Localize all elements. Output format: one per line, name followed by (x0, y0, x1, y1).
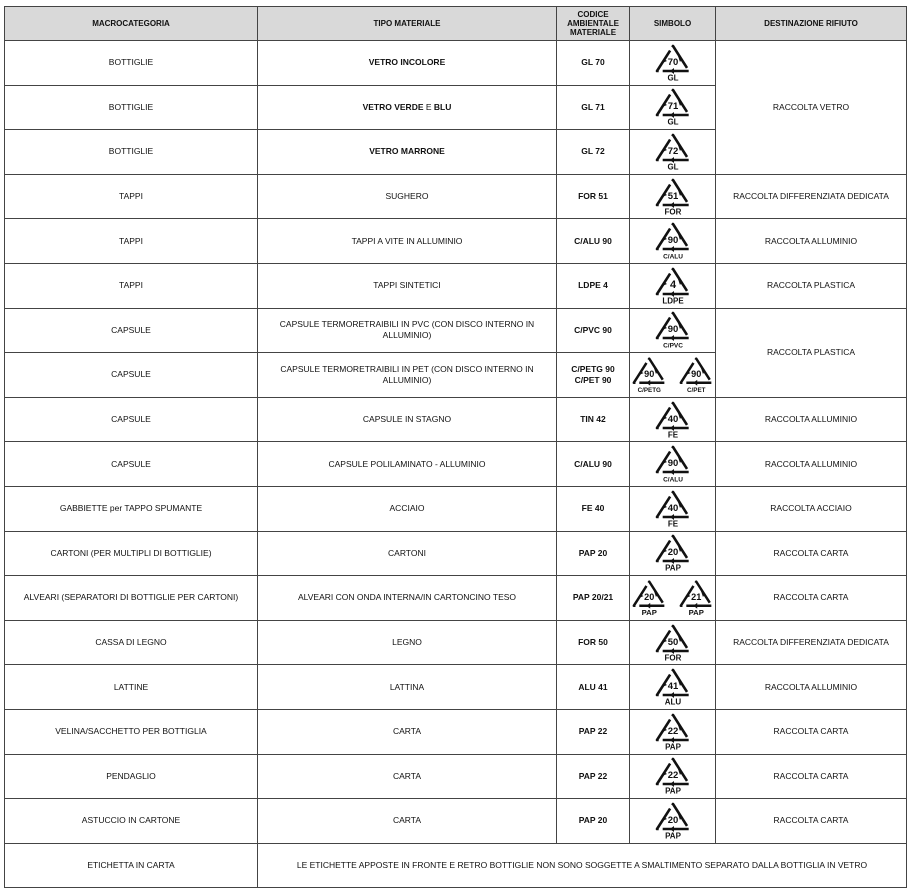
symbol-group (630, 398, 715, 442)
recycling-symbol-icon (677, 355, 716, 395)
macrocategoria-cell: CAPSULE (5, 353, 258, 398)
symbol-label: FOR (664, 207, 681, 217)
symbol-number: 4 (669, 278, 676, 291)
simbolo-cell (630, 486, 716, 531)
destinazione-cell: RACCOLTA PLASTICA (716, 263, 907, 308)
codice-cell: C/PVC 90 (557, 308, 630, 353)
destinazione-cell: RACCOLTA DIFFERENZIATA DEDICATA (716, 174, 907, 219)
recycling-symbol-icon (630, 578, 669, 618)
codice-cell: FE 40 (557, 486, 630, 531)
tipo-materiale-cell: ALVEARI CON ONDA INTERNA/IN CARTONCINO TESO (258, 576, 557, 621)
symbol-number: 90 (667, 458, 678, 470)
recycling-symbol-icon (653, 489, 693, 529)
symbol-group (630, 86, 715, 130)
header-codice: CODICE AMBIENTALE MATERIALE (557, 7, 630, 41)
symbol-number: 50 (667, 636, 678, 648)
symbol-label: FOR (664, 653, 681, 663)
table-row (5, 843, 907, 888)
simbolo-cell (630, 41, 716, 86)
codice-cell: FOR 51 (557, 174, 630, 219)
table-row (5, 576, 907, 621)
symbol-label: FE (667, 519, 678, 529)
symbol-group (630, 799, 715, 843)
simbolo-cell (630, 442, 716, 487)
macrocategoria-cell: CAPSULE (5, 308, 258, 353)
tipo-materiale-cell: CARTA (258, 754, 557, 799)
symbol-number: 21 (690, 591, 701, 602)
symbol-label: PAP (664, 742, 681, 752)
simbolo-cell (630, 799, 716, 844)
recycling-symbol-icon (653, 310, 693, 350)
symbol-number: 20 (667, 814, 678, 826)
symbol-number: 22 (667, 770, 678, 782)
table-row (5, 665, 907, 710)
macrocategoria-cell: PENDAGLIO (5, 754, 258, 799)
macrocategoria-cell: BOTTIGLIE (5, 130, 258, 175)
destinazione-cell: RACCOLTA ALLUMINIO (716, 442, 907, 487)
symbol-group (630, 309, 715, 353)
symbol-group (630, 755, 715, 799)
simbolo-cell (630, 130, 716, 175)
codice-cell: ALU 41 (557, 665, 630, 710)
simbolo-cell (630, 397, 716, 442)
tipo-materiale-cell: CARTA (258, 709, 557, 754)
table-row (5, 308, 907, 353)
header-tipo-materiale: TIPO MATERIALE (258, 7, 557, 41)
symbol-group (630, 219, 715, 263)
destinazione-cell: RACCOLTA ALLUMINIO (716, 219, 907, 264)
table-row (5, 41, 907, 86)
recycling-symbol-icon (653, 801, 693, 841)
symbol-group (630, 576, 715, 620)
macrocategoria-cell: BOTTIGLIE (5, 85, 258, 130)
symbol-label: PAP (664, 831, 681, 841)
destinazione-cell: RACCOLTA PLASTICA (716, 308, 907, 397)
symbol-label: PAP (664, 786, 681, 796)
symbol-label: FE (667, 430, 678, 440)
tipo-materiale-cell: LATTINA (258, 665, 557, 710)
recycling-symbol-icon (653, 87, 693, 127)
macrocategoria-cell: VELINA/SACCHETTO PER BOTTIGLIA (5, 709, 258, 754)
macrocategoria-cell: CASSA DI LEGNO (5, 620, 258, 665)
symbol-label: GL (666, 117, 679, 127)
table-row (5, 709, 907, 754)
symbol-label: PAP (664, 563, 681, 573)
macrocategoria-cell: CARTONI (PER MULTIPLI DI BOTTIGLIE) (5, 531, 258, 576)
codice-line: C/PET 90 (574, 374, 612, 385)
symbol-number: 41 (667, 681, 678, 693)
header-destinazione: DESTINAZIONE RIFIUTO (716, 7, 907, 41)
macrocategoria-cell: ETICHETTA IN CARTA (5, 843, 258, 888)
symbol-group (630, 41, 715, 85)
table-row (5, 531, 907, 576)
symbol-group (630, 130, 715, 174)
macrocategoria-cell: CAPSULE (5, 442, 258, 487)
tipo-materiale-cell: CAPSULE POLILAMINATO - ALLUMINIO (258, 442, 557, 487)
symbol-group (630, 621, 715, 665)
symbol-label: GL (666, 73, 679, 83)
simbolo-cell (630, 263, 716, 308)
tipo-part: BLU (433, 101, 452, 112)
symbol-number: 20 (667, 547, 678, 559)
recycling-symbol-icon (653, 400, 693, 440)
recycling-symbol-icon (630, 355, 669, 395)
simbolo-cell (630, 219, 716, 264)
codice-cell (557, 353, 630, 398)
symbol-group (630, 175, 715, 219)
destinazione-cell: RACCOLTA ALLUMINIO (716, 665, 907, 710)
symbol-group (630, 353, 715, 397)
symbol-label: C/ALU (662, 253, 683, 261)
tipo-materiale-cell: LEGNO (258, 620, 557, 665)
symbol-label: LDPE (661, 296, 684, 306)
tipo-materiale-cell: CAPSULE TERMORETRAIBILI IN PVC (CON DISCO INTERNO IN ALLUMINIO) (258, 308, 557, 353)
symbol-number: 22 (667, 725, 678, 737)
arrow-head-icon (670, 469, 674, 475)
symbol-group (630, 532, 715, 576)
recycling-symbol-icon (653, 533, 693, 573)
symbol-group (630, 710, 715, 754)
tipo-materiale-cell: ACCIAIO (258, 486, 557, 531)
table-row (5, 799, 907, 844)
macrocategoria-cell: LATTINE (5, 665, 258, 710)
macrocategoria-cell: GABBIETTE per TAPPO SPUMANTE (5, 486, 258, 531)
macrocategoria-cell: BOTTIGLIE (5, 41, 258, 86)
recycling-symbol-icon (653, 266, 693, 306)
codice-cell: PAP 22 (557, 754, 630, 799)
table-row (5, 263, 907, 308)
tipo-materiale-cell: TAPPI SINTETICI (258, 263, 557, 308)
destinazione-cell: RACCOLTA VETRO (716, 41, 907, 175)
symbol-number: 70 (667, 56, 678, 68)
note-cell: LE ETICHETTE APPOSTE IN FRONTE E RETRO BOTTIGLIE NON SONO SOGGETTE A SMALTIMENTO SEPARATO DALLA BOTTIGLIA IN VETRO (258, 843, 907, 888)
symbol-number: 90 (667, 235, 678, 247)
simbolo-cell (630, 620, 716, 665)
symbol-number: 90 (667, 324, 678, 336)
recycling-symbol-icon (653, 444, 693, 484)
macrocategoria-cell: ASTUCCIO IN CARTONE (5, 799, 258, 844)
table-row (5, 174, 907, 219)
symbol-number: 40 (667, 413, 678, 425)
tipo-part: VETRO VERDE (362, 101, 424, 112)
symbol-label: ALU (664, 697, 681, 707)
codice-cell: FOR 50 (557, 620, 630, 665)
destinazione-cell: RACCOLTA ACCIAIO (716, 486, 907, 531)
tipo-materiale-cell: CARTA (258, 799, 557, 844)
tipo-materiale-cell: VETRO INCOLORE (258, 41, 557, 86)
recycling-symbol-icon (653, 623, 693, 663)
symbol-number: 51 (667, 190, 678, 202)
tipo-part: E (423, 101, 434, 112)
simbolo-cell (630, 754, 716, 799)
symbol-group (630, 665, 715, 709)
macrocategoria-cell: ALVEARI (SEPARATORI DI BOTTIGLIE PER CARTONI) (5, 576, 258, 621)
symbol-label: C/PETG (637, 386, 661, 394)
codice-cell: GL 72 (557, 130, 630, 175)
simbolo-cell (630, 353, 716, 398)
symbol-label: GL (666, 162, 679, 172)
symbol-number: 20 (644, 591, 655, 602)
recycling-symbol-icon (677, 578, 716, 618)
recycling-symbol-icon (653, 43, 693, 83)
destinazione-cell: RACCOLTA CARTA (716, 531, 907, 576)
tipo-materiale-cell: VETRO MARRONE (258, 130, 557, 175)
tipo-materiale-cell: CAPSULE IN STAGNO (258, 397, 557, 442)
codice-cell: GL 71 (557, 85, 630, 130)
simbolo-cell (630, 576, 716, 621)
symbol-number: 72 (667, 145, 678, 157)
symbol-number: 90 (690, 368, 701, 379)
symbol-label: C/PET (686, 386, 705, 394)
tipo-materiale-cell: SUGHERO (258, 174, 557, 219)
simbolo-cell (630, 85, 716, 130)
recycling-symbol-icon (653, 712, 693, 752)
symbol-group (630, 264, 715, 308)
arrow-head-icon (646, 380, 650, 386)
symbol-label: C/PVC (662, 342, 683, 350)
destinazione-cell: RACCOLTA CARTA (716, 799, 907, 844)
recycling-symbol-icon (653, 177, 693, 217)
recycling-symbol-icon (653, 667, 693, 707)
macrocategoria-cell: TAPPI (5, 174, 258, 219)
recycling-symbol-icon (653, 132, 693, 172)
table-row (5, 397, 907, 442)
recycling-symbol-icon (653, 221, 693, 261)
tipo-materiale-cell (258, 85, 557, 130)
arrow-head-icon (670, 335, 674, 341)
codice-line: C/PETG 90 (571, 363, 615, 374)
arrow-head-icon (693, 380, 697, 386)
recycling-symbol-icon (653, 756, 693, 796)
tipo-materiale-cell: TAPPI A VITE IN ALLUMINIO (258, 219, 557, 264)
symbol-number: 40 (667, 502, 678, 514)
table-row (5, 219, 907, 264)
simbolo-cell (630, 665, 716, 710)
simbolo-cell (630, 531, 716, 576)
codice-cell: C/ALU 90 (557, 219, 630, 264)
destinazione-cell: RACCOLTA ALLUMINIO (716, 397, 907, 442)
destinazione-cell: RACCOLTA CARTA (716, 709, 907, 754)
codice-cell: LDPE 4 (557, 263, 630, 308)
tipo-materiale-cell: CARTONI (258, 531, 557, 576)
simbolo-cell (630, 709, 716, 754)
arrow-head-icon (670, 246, 674, 252)
macrocategoria-cell: TAPPI (5, 263, 258, 308)
macrocategoria-cell: CAPSULE (5, 397, 258, 442)
macrocategoria-cell: TAPPI (5, 219, 258, 264)
simbolo-cell (630, 174, 716, 219)
symbol-number: 71 (667, 101, 678, 113)
destinazione-cell: RACCOLTA CARTA (716, 754, 907, 799)
codice-cell: C/ALU 90 (557, 442, 630, 487)
header-simbolo: SIMBOLO (630, 7, 716, 41)
symbol-number: 90 (644, 368, 655, 379)
recycling-table (4, 6, 907, 888)
tipo-materiale-cell: CAPSULE TERMORETRAIBILI IN PET (CON DISCO INTERNO IN ALLUMINIO) (258, 353, 557, 398)
symbol-group (630, 442, 715, 486)
destinazione-cell: RACCOLTA DIFFERENZIATA DEDICATA (716, 620, 907, 665)
codice-cell: PAP 22 (557, 709, 630, 754)
table-row (5, 620, 907, 665)
symbol-label: C/ALU (662, 476, 683, 484)
table-row (5, 442, 907, 487)
destinazione-cell: RACCOLTA CARTA (716, 576, 907, 621)
codice-cell: PAP 20/21 (557, 576, 630, 621)
header-macrocategoria: MACROCATEGORIA (5, 7, 258, 41)
symbol-label: PAP (688, 607, 704, 617)
simbolo-cell (630, 308, 716, 353)
table-header-row (5, 7, 907, 41)
table-row (5, 754, 907, 799)
codice-cell: PAP 20 (557, 531, 630, 576)
codice-cell: GL 70 (557, 41, 630, 86)
table-row (5, 486, 907, 531)
symbol-group (630, 487, 715, 531)
codice-cell: TIN 42 (557, 397, 630, 442)
codice-cell: PAP 20 (557, 799, 630, 844)
symbol-label: PAP (641, 607, 657, 617)
